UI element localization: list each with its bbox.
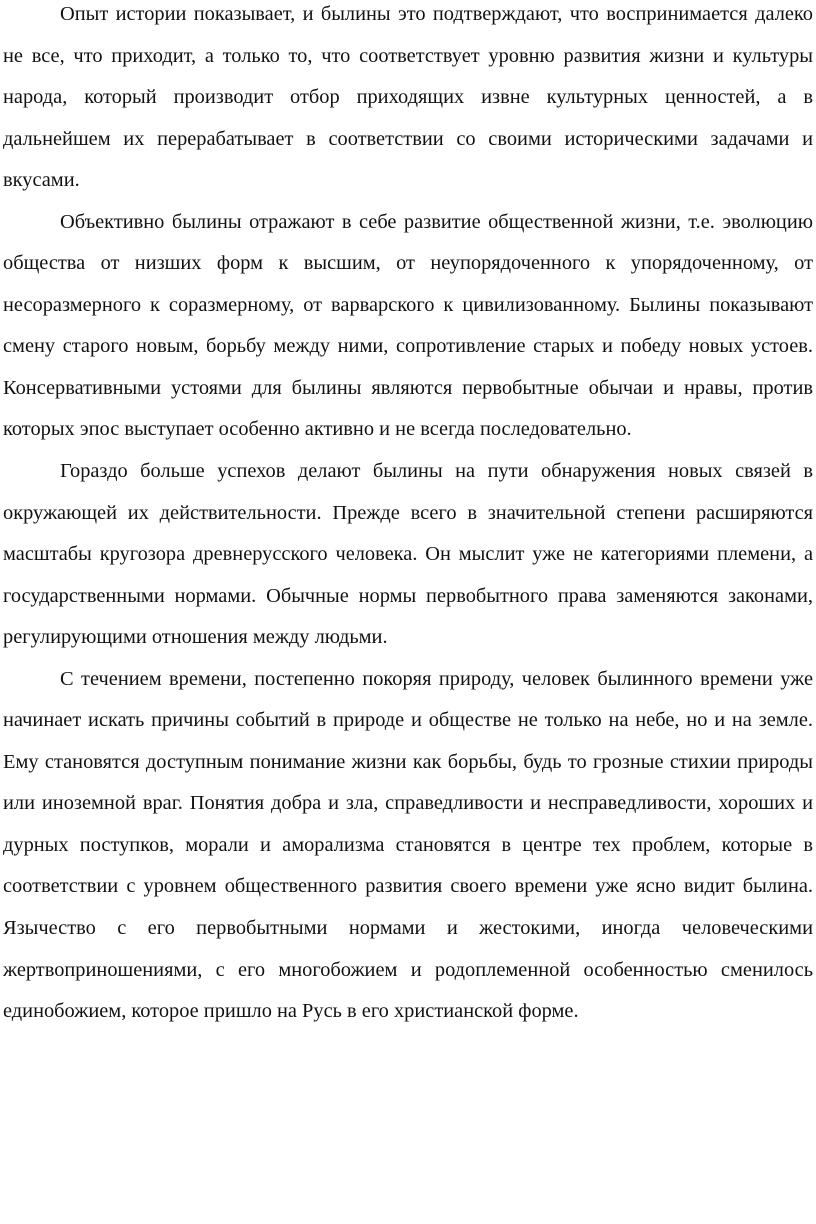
paragraph-2: Объективно былины отражают в себе развитие общественной жизни, т.е. эволюцию общества от низших форм к высшим, от неупорядоченного к упорядоченному, от несоразмерного к соразмерному, от варварского к цивилизованному. Былины показывают смену старого новым, борьбу между ними, сопротивление старых и победу новых устоев. Консервативными устоями для былины являются первобытные обычаи и нравы, против которых эпос выступает особенно активно и не всегда последовательно. — [3, 210, 813, 441]
paragraph-4: С течением времени, постепенно покоряя природу, человек былинного времени уже начинает искать причины событий в природе и обществе не только на небе, но и на земле. Ему становятся доступным понимание жизни как борьбы, будь то грозные стихии природы или иноземной враг. Понятия добра и зла, справедливости и несправедливости, хороших и дурных поступков, морали и аморализма становятся в центре тех проблем, которые в соответствии с уровнем общественного развития своего времени уже ясно видит былина. Язычество с его первобытными нормами и жестокими, иногда человеческими жертвоприношениями, с его многобожием и родоплеменной особенностью сменилось единобожием, которое пришло на Русь в его христианской форме. — [3, 667, 813, 1023]
paragraph-1: Опыт истории показывает, и былины это подтверждают, что воспринимается далеко не все, что приходит, а только то, что соответствует уровню развития жизни и культуры народа, который производит отбор приходящих извне культурных ценностей, а в дальнейшем их перерабатывает в соответствии со своими историческими задачами и вкусами. — [3, 3, 813, 192]
paragraph-3: Гораздо больше успехов делают былины на пути обнаружения новых связей в окружающей их действительности. Прежде всего в значительной степени расширяются масштабы кругозора древнерусского человека. Он мыслит уже не категориями племени, а государственными нормами. Обычные нормы первобытного права заменяются законами, регулирующими отношения между людьми. — [3, 460, 813, 649]
